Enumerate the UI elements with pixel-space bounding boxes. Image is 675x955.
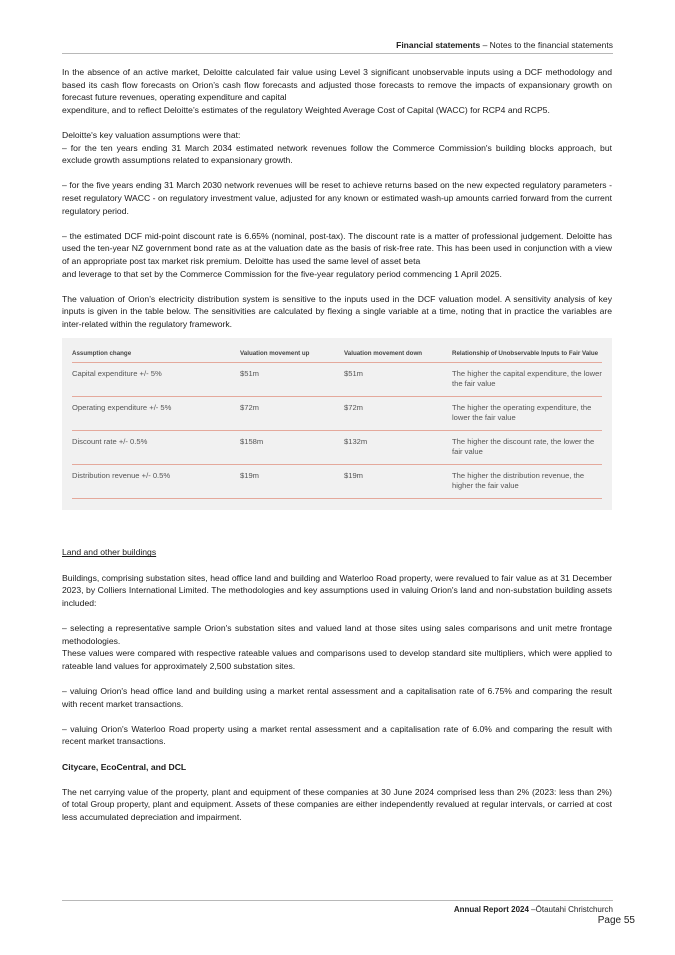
paragraph-intro: In the absence of an active market, Deloitte calculated fair value using Level 3 significant unobservable inputs using a DCF methodology and based its cash flow forecasts on Orion’s cash flow forecasts and adjusted those forecasts to remove the impacts of expansionary growth on forecast future revenues, operating expenditure and capital (62, 67, 612, 103)
table-row (72, 465, 602, 499)
land-paragraph-1: Buildings, comprising substation sites, head office land and building and Waterloo Road property, were revalued to fair value as at 31 December 2023, by Colliers International Limited. The methodologies and key assumptions used in valuing Orion's land and non-substation building assets included: (62, 572, 612, 608)
table-header-assumption: Assumption change (72, 350, 240, 363)
table-cell: The higher the distribution revenue, the higher the fair value (452, 465, 602, 499)
footer-divider (62, 900, 613, 901)
table-cell: $72m (344, 397, 452, 431)
table-cell: $132m (344, 431, 452, 465)
table-cell: $19m (240, 465, 344, 499)
paragraph-assumption-2: – for the five years ending 31 March 2030 network revenues will be reset to achieve returns based on the new expected regulatory parameters - reset regulatory WACC - on regulatory investment value, adjusted for any known or estimated wash-up amounts carried forward from the current regulatory period. (62, 180, 612, 216)
land-paragraph-5: – valuing Orion's Waterloo Road property using a market rental assessment and a capitalisation rate of 6.0% and comparing the result with recent market transactions. (62, 723, 612, 747)
citycare-paragraph: The net carrying value of the property, plant and equipment of these companies at 30 June 2024 comprised less than 2% (2023: less than 2%) of total Group property, plant and equipment. Assets of these companies are either independently revalued at regular intervals, or carried at cost less accumulated depreciation and impairment. (62, 786, 612, 822)
paragraph-assumption-3-continued: and leverage to that set by the Commerce Commission for the five-year regulatory period commencing 1 April 2025. (62, 268, 502, 279)
table-header-movement-down: Valuation movement down (344, 350, 452, 363)
table-cell: The higher the operating expenditure, the lower the fair value (452, 397, 602, 431)
sensitivity-table-panel (62, 338, 612, 510)
table-header-relationship: Relationship of Unobservable Inputs to Fair Value (452, 350, 602, 363)
paragraph-assumptions-heading: Deloitte's key valuation assumptions were that: (62, 129, 241, 140)
land-paragraph-4: – valuing Orion's head office land and building using a market rental assessment and a capitalisation rate of 6.75% and comparing the result with recent market transactions. (62, 686, 612, 709)
paragraph-assumption-1: – for the ten years ending 31 March 2034 estimated network revenues follow the Commerce Commission's building blocks approach, but exclude growth assumptions related to expansionary growth. (62, 142, 612, 166)
land-heading: Land and other buildings (62, 547, 157, 558)
sensitivity-table (72, 350, 602, 499)
table-cell: $51m (344, 363, 452, 397)
paragraph-sensitivity: The valuation of Orion’s electricity distribution system is sensitive to the inputs used in the DCF valuation model. A sensitivity analysis of key inputs is given in the table below. The sensitivities are calculated by flexing a single variable at a time, noting that in practice the variables are inter-related within the regulatory framework. (62, 293, 612, 329)
document-body (62, 66, 612, 836)
page-footer (454, 905, 613, 914)
table-cell: Operating expenditure +/- 5% (72, 397, 240, 431)
citycare-heading: Citycare, EcoCentral, and DCL (62, 761, 187, 772)
table-cell: The higher the discount rate, the lower the fair value (452, 431, 602, 465)
table-cell: $51m (240, 363, 344, 397)
land-paragraph-2: – selecting a representative sample Orion's substation sites and valued land at those sites using sales comparisons and unit metre frontage methodologies. (62, 623, 612, 646)
footer-title: Annual Report 2024 (453, 905, 529, 914)
paragraph-intro-continued: expenditure, and to reflect Deloitte’s estimates of the regulatory Weighted Average Cost of Capital (WACC) for RCP4 and RCP5. (62, 104, 550, 115)
header-section: Financial statements (396, 40, 481, 50)
footer-subtitle: –Ōtautahi Christchurch (528, 905, 613, 914)
header-subsection: – Notes to the financial statements (480, 40, 613, 50)
table-header-row (72, 350, 602, 363)
table-cell: The higher the capital expenditure, the lower the fair value (452, 363, 602, 397)
paragraph-assumption-3: – the estimated DCF mid-point discount rate is 6.65% (nominal, post-tax). The discount rate is a matter of professional judgement. Deloitte has used the ten-year NZ government bond rate as at the valuation date as the basis of risk-free rate. This has been used in conjunction with a view of an appropriate post tax market risk premium. Deloitte has used the same level of asset beta (62, 230, 612, 266)
table-cell: Capital expenditure +/- 5% (72, 363, 240, 397)
table-row (72, 431, 602, 465)
header-divider (62, 53, 613, 54)
table-cell: $158m (240, 431, 344, 465)
page-number: Page 55 (597, 915, 635, 926)
table-row (72, 397, 602, 431)
table-cell: Distribution revenue +/- 0.5% (72, 465, 240, 499)
page-header (396, 40, 613, 50)
table-header-movement-up: Valuation movement up (240, 350, 344, 363)
table-cell: $19m (344, 465, 452, 499)
table-cell: Discount rate +/- 0.5% (72, 431, 240, 465)
land-paragraph-3: These values were compared with respective rateable values and comparisons used to develop standard site multipliers, which were applied to rateable land values for approximately 2,500 substation sites. (62, 648, 612, 671)
table-cell: $72m (240, 397, 344, 431)
table-row (72, 363, 602, 397)
